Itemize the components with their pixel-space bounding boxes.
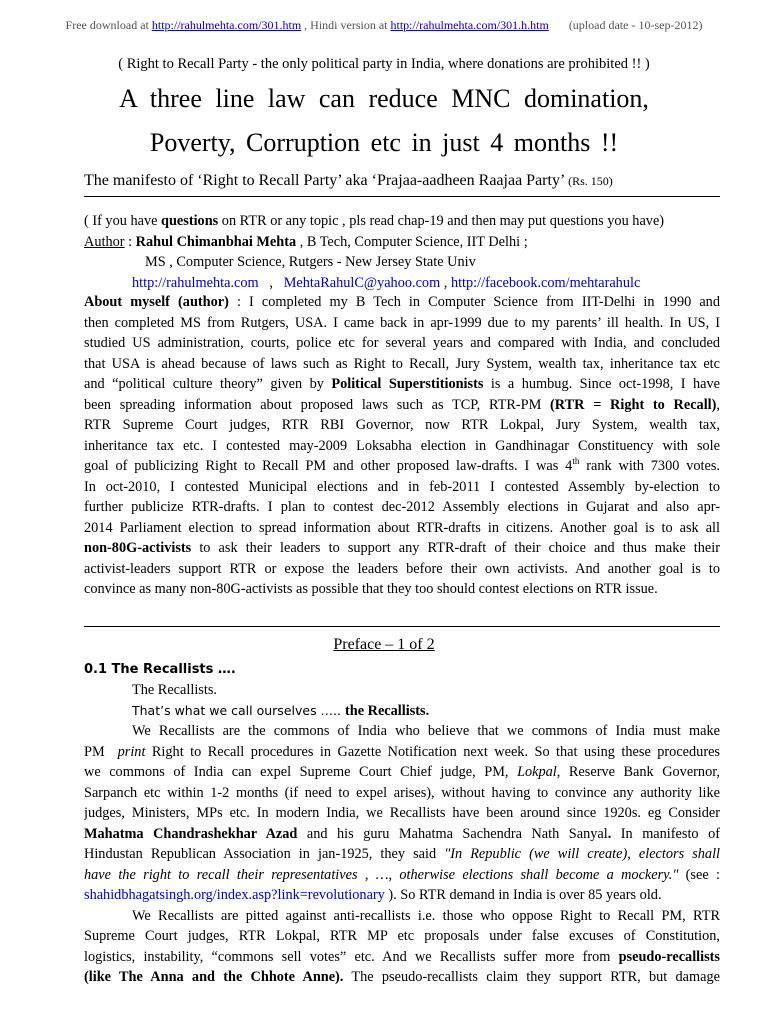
about-bold: non-80G-activists [84, 540, 192, 556]
header-prefix: Free download at [65, 18, 152, 32]
recallists-text: we commons of India can expel Supreme Court Chief judge, PM, [84, 764, 518, 780]
recallists-bold: the Recallists. [344, 702, 430, 719]
about-line [84, 374, 720, 395]
download-link[interactable]: http://rahulmehta.com/301.htm [151, 18, 302, 32]
about-line: convince as many non-80G-activists as possible that they too should contest elections on RTR issue. [84, 581, 658, 597]
recallists-text: , Reserve Bank Governor, [556, 764, 720, 780]
recallists-text: (see : [678, 866, 720, 883]
title-line-2: Poverty, Corruption etc in just 4 months !! [149, 128, 619, 157]
questions-bold: questions [161, 213, 219, 229]
recallists-text: The pseudo-recallists claim they support RTR, but damage [343, 969, 720, 985]
recallists-text: In manifesto of [611, 825, 720, 842]
revolutionary-link[interactable]: shahidbhagatsingh.org/index.asp?link=revolutionary [84, 887, 385, 903]
about-bold: (RTR = Right to Recall) [550, 396, 717, 413]
about-line: further publicize RTR-drafts. I plan to contest dec-2012 Assembly elections in Gujarat and also apr- [84, 499, 720, 515]
about-text: is a humbug. Since oct-1998, I have [483, 376, 720, 392]
recallists-line [84, 844, 720, 865]
about-line: 2014 Parliament election to spread information about RTR-drafts in citizens. Another goal is to ask all [84, 519, 720, 536]
rank-superscript: th [572, 456, 580, 467]
party-tagline: ( Right to Recall Party - the only political party in India, where donations are prohibited !! ) [118, 56, 650, 72]
contact-sep-2: , [440, 274, 451, 291]
recallists-text: ). So RTR demand in India is over 85 years old. [384, 887, 662, 903]
preface-text: Preface – 1 of 2 [333, 636, 435, 653]
recallists-text: Right to Recall procedures in Gazette Notification next week. So that using these procedures [145, 743, 720, 760]
ms-line: MS , Computer Science, Rutgers - New Jersey State Univ [145, 254, 476, 270]
recallists-line [84, 885, 720, 906]
about-line: then completed MS from Rutgers, USA. I came back in apr-1999 due to my parents’ ill health. In US, I [84, 314, 720, 331]
about-text: : I completed my B Tech in Computer Science from IIT-Delhi in 1990 and [228, 294, 720, 310]
about-text: rank with 7300 votes. [579, 458, 720, 474]
about-line: activist-leaders support RTR or expose the leaders before their own activists. And another goal is to [84, 560, 720, 577]
recallists-line: The Recallists. [132, 682, 217, 698]
recallists-text: and his guru Mahatma Sachendra Nath Sanyal [297, 825, 608, 842]
about-label: About myself (author) [84, 294, 229, 310]
about-line: inheritance tax etc. I contested may-2009 Loksabha election in Gandhinagar Constituency with sole [84, 437, 720, 454]
about-line [84, 395, 720, 416]
recallists-line [84, 824, 720, 845]
upload-date: (upload date - 10-sep-2012) [568, 18, 703, 32]
section-title: 0.1 The Recallists …. [84, 662, 236, 677]
recallists-line [84, 762, 720, 783]
preface-heading [0, 636, 768, 654]
questions-pre: ( If you have [84, 213, 162, 229]
recallists-text: logistics, instability, “commons sell votes” etc. And we Recallists suffer more from [84, 948, 619, 965]
about-paragraph [84, 292, 720, 600]
recallists-line: Supreme Court judges, RTR Lokpal, RTR MP etc proposals under false excuses of Constitution, [84, 928, 720, 944]
header-middle: , Hindi version at [301, 18, 391, 32]
about-text: , [716, 396, 720, 413]
about-line: studied US administration, courts, police etc for several years and compared with India, and concluded [84, 335, 720, 351]
section-divider [84, 626, 720, 627]
about-bold: Political Superstitionists [331, 376, 484, 392]
intro-block [84, 211, 720, 293]
author-name: Rahul Chimanbhai Mehta [135, 233, 297, 250]
recallists-italic: "In Republic (we will create), electors shall [444, 846, 720, 862]
recallists-line [84, 742, 720, 763]
manifesto-subtitle [84, 172, 720, 197]
about-text: been spreading information about proposed laws such as TCP, RTR-PM [84, 396, 551, 413]
recallists-line: Sarpanch etc within 1-2 months (if need to expel arises), without having to convince any authority like [84, 784, 720, 801]
recallists-line: We Recallists are pitted against anti-recallists i.e. those who oppose Right to Recall PM, RTR [132, 907, 720, 924]
questions-line [84, 211, 720, 232]
website-link[interactable]: http://rahulmehta.com [132, 274, 259, 291]
contact-sep-1: , [258, 274, 284, 291]
author-label: Author [84, 233, 125, 250]
author-line [84, 232, 720, 253]
recallists-line [84, 947, 720, 968]
about-line [84, 292, 720, 313]
manifesto-price: (Rs. 150) [568, 174, 613, 188]
recallists-line: judges, Ministers, MPs etc. In modern India, we Recallists have been around since 1920s. eg Consider [84, 805, 720, 821]
recallists-italic: Lokpal [517, 764, 557, 780]
recallists-line [84, 865, 720, 886]
hindi-version-link[interactable]: http://rahulmehta.com/301.h.htm [390, 18, 549, 32]
contact-links [84, 273, 720, 294]
about-text: and “political culture theory” given by [84, 376, 332, 392]
author-sep: : [124, 233, 136, 250]
recallists-text: PM [84, 743, 118, 760]
author-degree: , B Tech, Computer Science, IIT Delhi ; [296, 233, 528, 250]
recallists-line [84, 701, 720, 722]
questions-post: on RTR or any topic , pls read chap-19 and then may put questions you have) [218, 213, 665, 229]
email-link[interactable]: MehtaRahulC@yahoo.com [283, 274, 441, 291]
recallists-bold: . [607, 825, 612, 842]
recallists-section [84, 680, 720, 988]
about-line: RTR Supreme Court judges, RTR RBI Governor, now RTR Lokpal, Jury System, wealth tax, [84, 417, 720, 433]
about-line [84, 538, 720, 559]
recallists-line: We Recallists are the commons of India who believe that we commons of India must make [132, 723, 720, 739]
about-text: goal of publicizing Right to Recall PM and other proposed law-drafts. I was 4 [84, 458, 573, 474]
recallists-italic: print [117, 743, 146, 760]
recallists-text: Hindustan Republican Association in jan-1925, they said [84, 846, 445, 862]
recallists-bold: Mahatma Chandrashekhar Azad [84, 825, 298, 842]
title-line-1: A three line law can reduce MNC domination, [119, 84, 649, 113]
about-text: to ask their leaders to support any RTR-draft of their choice and thus make their [191, 540, 720, 556]
about-line [84, 456, 720, 477]
recallists-line [84, 967, 720, 988]
recallists-italic: have the right to recall their representatives , …, otherwise elections shall become a mockery." [84, 866, 679, 883]
recallists-bold: (like The Anna and the Chhote Anne). [84, 969, 344, 985]
about-line: In oct-2010, I contested Municipal elections and in feb-2011 I contested Assembly by-election to [84, 478, 720, 495]
download-header [0, 18, 768, 33]
recallists-text: That’s what we call ourselves ….. [132, 702, 345, 718]
recallists-bold: pseudo-recallists [618, 948, 720, 965]
manifesto-text: The manifesto of ‘Right to Recall Party’ aka ‘Prajaa-aadheen Raajaa Party’ [84, 172, 565, 189]
about-line: that USA is ahead because of laws such as Right to Recall, Jury System, wealth tax, inheritance tax etc [84, 355, 720, 372]
facebook-link[interactable]: http://facebook.com/mehtarahulc [450, 274, 641, 291]
